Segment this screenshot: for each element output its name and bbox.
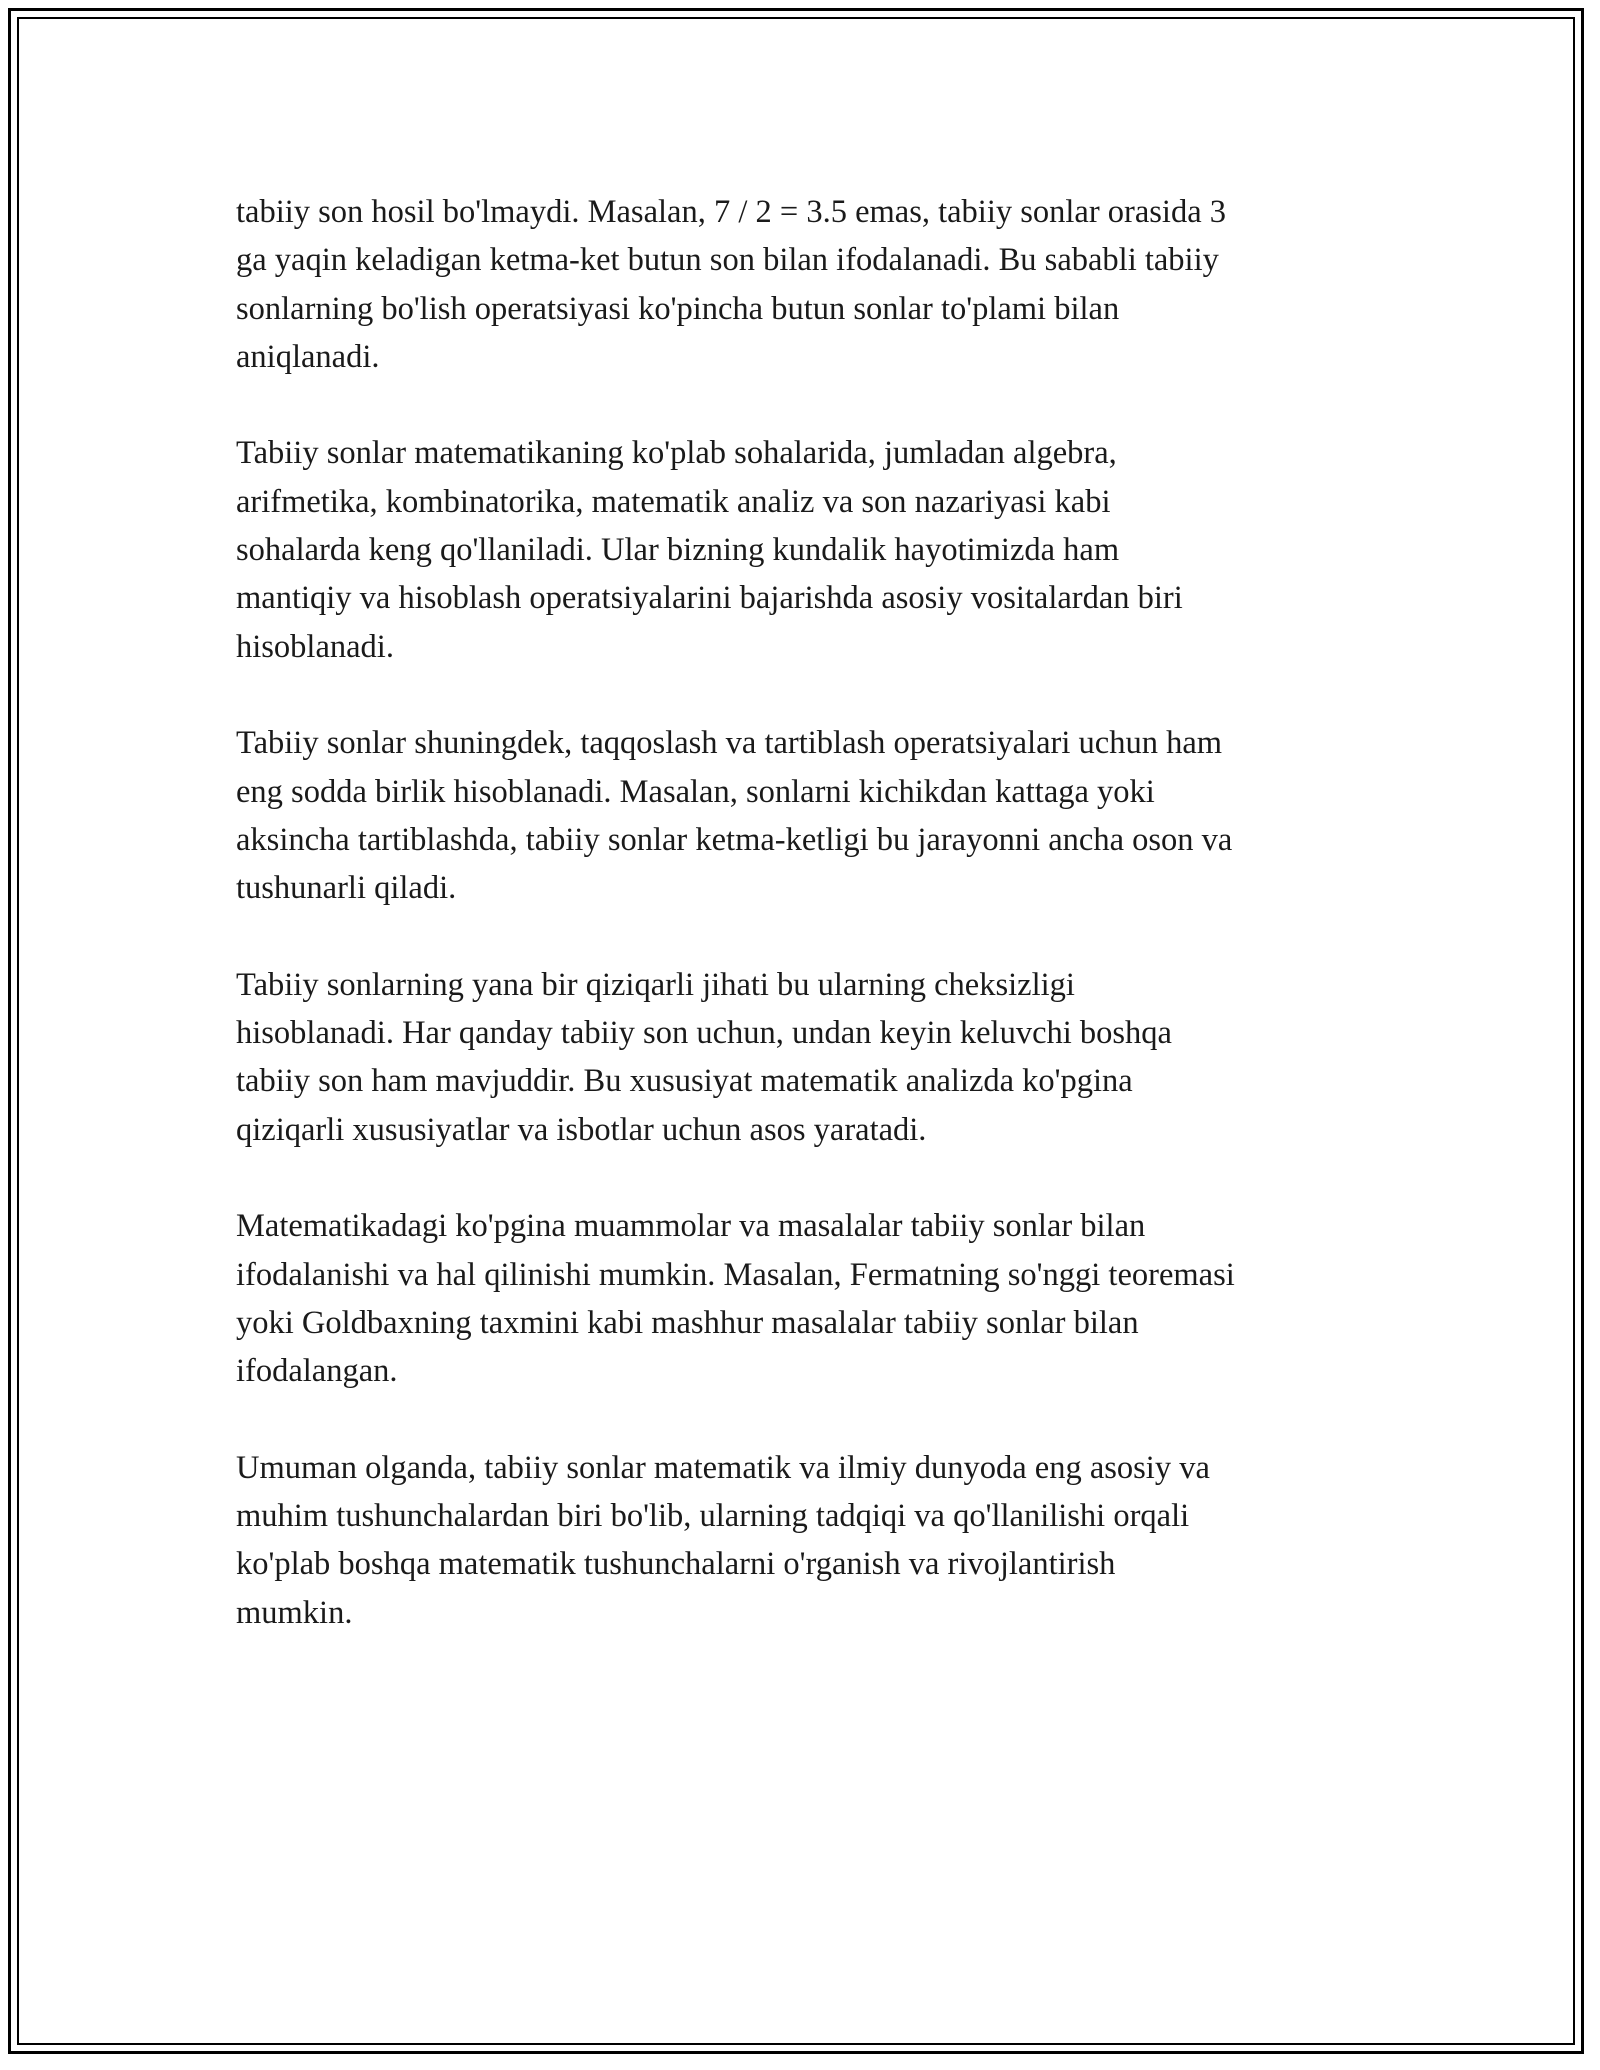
text-line: Tabiiy sonlarning yana bir qiziqarli jihati bu ularning cheksizligi [236, 966, 1075, 1003]
text-line: muhim tushunchalardan biri bo'lib, ularning tadqiqi va qo'llanilishi orqali [236, 1498, 1190, 1535]
text-line: eng sodda birlik hisoblanadi. Masalan, sonlarni kichikdan kattaga yoki [236, 773, 1155, 810]
text-line: tabiiy son ham mavjuddir. Bu xususiyat matematik analizda ko'pgina [236, 1063, 1133, 1100]
text-line: aksincha tartiblashda, tabiiy sonlar ketma-ketligi bu jarayonni ancha oson va [236, 821, 1233, 858]
text-line: ifodalangan. [236, 1353, 398, 1390]
paragraph-5 [236, 1202, 1371, 1395]
text-line: tushunarli qiladi. [236, 870, 457, 907]
text-line: ga yaqin keladigan ketma-ket butun son bilan ifodalanadi. Bu sababli tabiiy [236, 242, 1219, 279]
text-line: Matematikadagi ko'pgina muammolar va masalalar tabiiy sonlar bilan [236, 1208, 1146, 1245]
text-line: ifodalanishi va hal qilinishi mumkin. Masalan, Fermatning so'nggi teoremasi [236, 1256, 1235, 1293]
text-line: hisoblanadi. Har qanday tabiiy son uchun, undan keyin keluvchi boshqa [236, 1015, 1172, 1052]
paragraph-3 [236, 719, 1371, 912]
text-line: Tabiiy sonlar shuningdek, taqqoslash va tartiblash operatsiyalari uchun ham [236, 725, 1223, 762]
text-line: ko'plab boshqa matematik tushunchalarni o'rganish va rivojlantirish [236, 1546, 1116, 1583]
paragraph-6 [236, 1444, 1371, 1637]
text-line: hisoblanadi. [236, 628, 394, 665]
paragraph-2 [236, 429, 1371, 670]
text-line: tabiiy son hosil bo'lmaydi. Masalan, 7 / 2 = 3.5 emas, tabiiy sonlar orasida 3 [236, 194, 1227, 230]
text-line: sohalarda keng qo'llaniladi. Ular bizning kundalik hayotimizda ham [236, 532, 1120, 569]
text-line: mumkin. [236, 1594, 353, 1631]
text-line: sonlarning bo'lish operatsiyasi ko'pincha butun sonlar to'plami bilan [236, 290, 1120, 327]
paragraph-4 [236, 961, 1371, 1154]
document-body [236, 188, 1371, 1685]
text-line: aniqlanadi. [236, 338, 380, 375]
text-line: Umuman olganda, tabiiy sonlar matematik va ilmiy dunyoda eng asosiy va [236, 1449, 1210, 1486]
text-line: qiziqarli xususiyatlar va isbotlar uchun asos yaratadi. [236, 1111, 927, 1148]
paragraph-1 [236, 188, 1371, 381]
text-line: mantiqiy va hisoblash operatsiyalarini bajarishda asosiy vositalardan biri [236, 580, 1183, 617]
text-line: arifmetika, kombinatorika, matematik analiz va son nazariyasi kabi [236, 483, 1111, 520]
text-line: yoki Goldbaxning taxmini kabi mashhur masalalar tabiiy sonlar bilan [236, 1304, 1139, 1341]
text-line: Tabiiy sonlar matematikaning ko'plab sohalarida, jumladan algebra, [236, 435, 1117, 472]
